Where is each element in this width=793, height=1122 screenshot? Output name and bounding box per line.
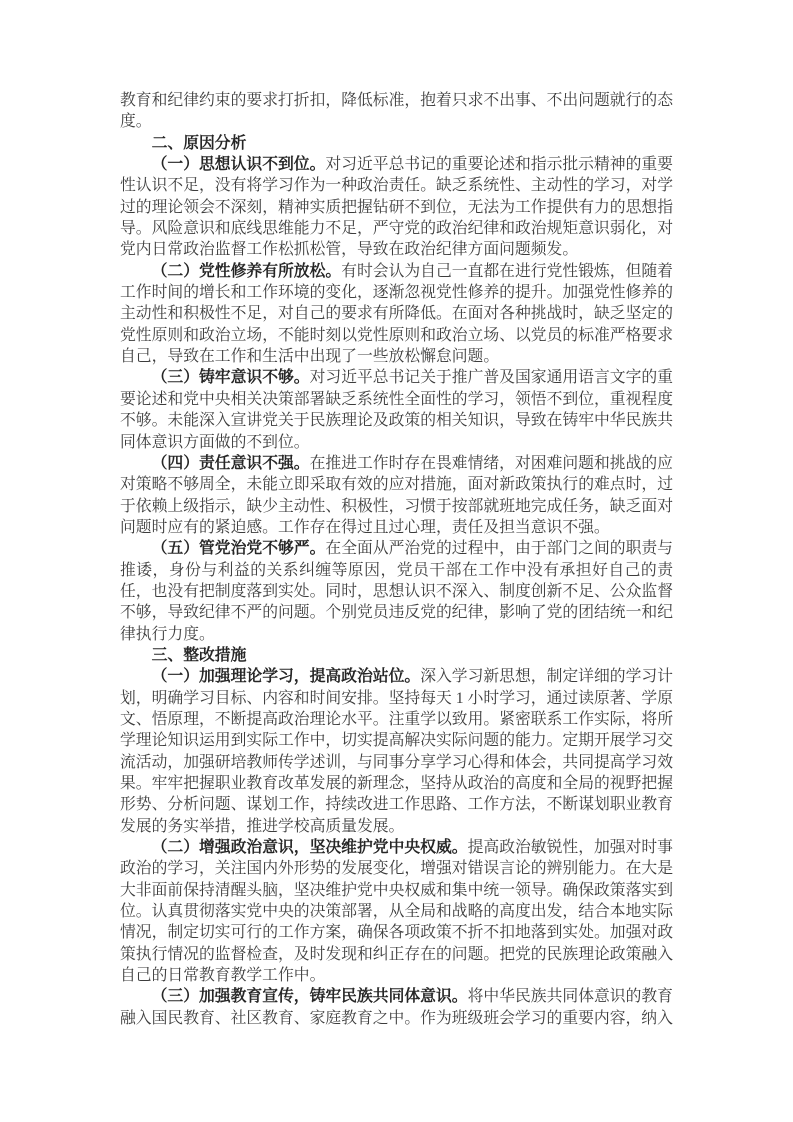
paragraph-body: 对习近平总书记关于推广普及国家通用语言文字的重要论述和党中央相关决策部署缺乏系统性全面性的学习，领悟不到位，重视程度不够。未能深入宣讲党关于民族理论及政策的相关知识，导致在铸牢中华民族共同体意识方面做的不到位。 xyxy=(120,369,673,451)
paragraph-body: 在推进工作时存在畏难情绪，对困难问题和挑战的应对策略不够周全，未能立即采取有效的应对措施，面对新政策执行的难点时，过于依赖上级指示，缺少主动性、积极性，习惯于按部就班地完成任务，缺乏面对问题时应有的紧迫感。工作存在得过且过心理，责任及担当意识不强。 xyxy=(120,454,673,536)
paragraph-body: 在全面从严治党的过程中，由于部门之间的职责与推诿，身份与利益的关系纠缠等原因，党员干部在工作中没有承担好自己的责任，也没有把制度落到实处。同时，思想认识不深入、制度创新不足、公众监督不够，导致纪律不严的问题。个别党员违反党的纪律，影响了党的团结统一和纪律执行力度。 xyxy=(120,540,673,643)
paragraph-continuation: 教育和纪律约束的要求打折扣，降低标准，抱着只求不出事、不出问题就行的态度。 xyxy=(120,92,673,131)
paragraph-body: 将中华民族共同体意识的教育融入国民教育、社区教育、家庭教育之中。作为班级班会学习的重要内容，纳入 xyxy=(120,988,673,1027)
paragraph-lead: （三）铸牢意识不够。 xyxy=(151,369,310,387)
paragraph-cause-3 xyxy=(120,367,673,452)
paragraph-lead: （一）思想认识不到位。 xyxy=(151,156,326,174)
paragraph-measure-1 xyxy=(120,666,673,837)
paragraph-lead: （二）党性修养有所放松。 xyxy=(151,262,342,280)
paragraph-measure-3 xyxy=(120,986,673,1029)
section-heading-rectification-measures: 三、整改措施 xyxy=(151,646,247,664)
paragraph-lead: （二）增强政治意识，坚决维护党中央权威。 xyxy=(151,839,468,857)
paragraph-cause-4 xyxy=(120,453,673,538)
paragraph-cause-5 xyxy=(120,538,673,645)
paragraph-body: 提高政治敏锐性，加强对时事政治的学习，关注国内外形势的发展变化，增强对错误言论的辨别能力。在大是大非面前保持清醒头脑，坚决维护党中央权威和集中统一领导。确保政策落实到位。认真贯彻落实党中央的决策部署，从全局和战略的高度出发，结合本地实际情况，制定切实可行的工作方案，确保各项政策不折不扣地落到实处。加强对政策执行情况的监督检查，及时发现和纠正存在的问题。把党的民族理论政策融入自己的日常教育教学工作中。 xyxy=(120,839,673,985)
paragraph-body: 深入学习新思想，制定详细的学习计划，明确学习目标、内容和时间安排。坚持每天 1 小时学习，通过读原著、学原文、悟原理，不断提高政治理论水平。注重学以致用。紧密联系工作实际，将所学理论知识运用到实际工作中，切实提高解决实际问题的能力。定期开展学习交流活动，加强研培教师传学述训，与同事分享学习心得和体会，共同提高学习效果。牢牢把握职业教育改革发展的新理念，坚持从政治的高度和全局的视野把握形势、分析问题、谋划工作，持续改进工作思路、工作方法，不断谋划职业教育发展的务实举措，推进学校高质量发展。 xyxy=(120,668,673,835)
paragraph-cause-1 xyxy=(120,154,673,261)
paragraph-body: 对习近平总书记的重要论述和指示批示精神的重要性认识不足，没有将学习作为一种政治责任。缺乏系统性、主动性的学习，对学过的理论领会不深刻，精神实质把握钻研不到位，无法为工作提供有力的思想指导。风险意识和底线思维能力不足，严守党的政治纪律和政治规矩意识弱化，对党内日常政治监督工作松抓松管，导致在政治纪律方面问题频发。 xyxy=(120,156,673,259)
paragraph-cause-2 xyxy=(120,261,673,368)
paragraph-lead: （四）责任意识不强。 xyxy=(151,454,310,472)
paragraph-body: 有时会认为自己一直都在进行党性锻炼，但随着工作时间的增长和工作环境的变化，逐渐忽视党性修养的提升。加强党性修养的主动性和积极性不足，对自己的要求有所降低。在面对各种挑战时，缺乏坚定的党性原则和政治立场，不能时刻以党性原则和政治立场、以党员的标准严格要求自己，导致在工作和生活中出现了一些放松懈怠问题。 xyxy=(120,262,673,366)
section-heading-cause-analysis: 二、原因分析 xyxy=(151,134,247,152)
paragraph-lead: （三）加强教育宣传，铸牢民族共同体意识。 xyxy=(151,988,468,1006)
paragraph-measure-2 xyxy=(120,837,673,986)
paragraph-lead: （五）管党治党不够严。 xyxy=(151,540,326,558)
paragraph-lead: （一）加强理论学习，提高政治站位。 xyxy=(151,668,421,686)
